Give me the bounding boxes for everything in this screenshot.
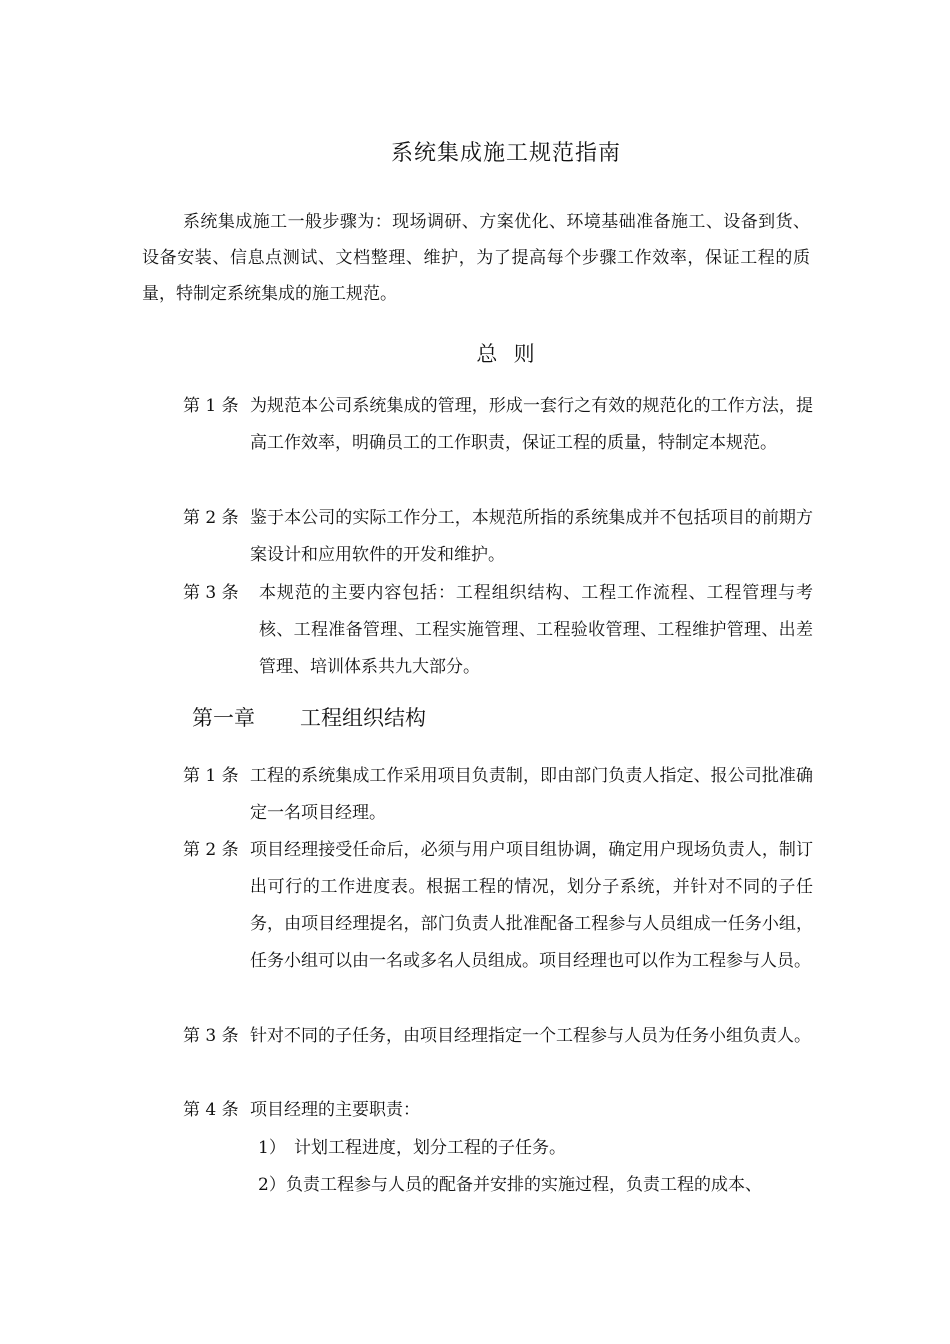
article-text: 项目经理的主要职责： [250, 1100, 420, 1120]
article-label: 第 4 条 [183, 1100, 239, 1120]
article-label: 第 2 条 [183, 508, 239, 528]
article-text: 工程的系统集成工作采用项目负责制，即由部门负责人指定、报公司批准确定一名项目经理。 [250, 766, 813, 823]
chapter1-article-1 [183, 758, 813, 832]
chapter-heading [192, 702, 426, 732]
duty-item-2 [258, 1167, 813, 1204]
article-label: 第 3 条 [183, 1026, 239, 1046]
article-text: 鉴于本公司的实际工作分工，本规范所指的系统集成并不包括项目的前期方案设计和应用软件的开发和维护。 [250, 508, 813, 565]
article-label: 第 3 条 [183, 583, 239, 603]
duty-number: 1） [258, 1138, 286, 1158]
article-label: 第 2 条 [183, 840, 239, 860]
article-text: 项目经理接受任命后，必须与用户项目组协调，确定用户现场负责人，制订出可行的工作进度表。根据工程的情况，划分子系统，并针对不同的子任务，由项目经理提名，部门负责人批准配备工程参与人员组成一任务小组，任务小组可以由一名或多名人员组成。项目经理也可以作为工程参与人员。 [250, 840, 813, 971]
duty-text: 负责工程参与人员的配备并安排的实施过程，负责工程的成本、 [286, 1175, 762, 1195]
chapter-title: 工程组织结构 [300, 706, 426, 730]
article-text: 为规范本公司系统集成的管理，形成一套行之有效的规范化的工作方法，提高工作效率，明确员工的工作职责，保证工程的质量，特制定本规范。 [250, 396, 813, 453]
chapter1-article-4 [183, 1092, 813, 1129]
general-article-1 [183, 388, 813, 462]
chapter1-article-3 [183, 1018, 813, 1055]
duty-item-1 [258, 1130, 813, 1167]
document-title: 系统集成施工规范指南 [390, 141, 621, 166]
duty-number: 2） [258, 1175, 286, 1195]
duty-text: 计划工程进度，划分工程的子任务。 [294, 1138, 566, 1158]
general-section-title: 总 则 [476, 342, 536, 366]
chapter-number: 第一章 [192, 706, 255, 730]
intro-paragraph [142, 204, 810, 312]
chapter1-article-2 [183, 832, 813, 980]
article-label: 第 1 条 [183, 766, 239, 786]
general-article-3 [183, 575, 813, 686]
intro-text: 系统集成施工一般步骤为：现场调研、方案优化、环境基础准备施工、设备到货、设备安装、信息点测试、文档整理、维护，为了提高每个步骤工作效率，保证工程的质量，特制定系统集成的施工规范。 [142, 212, 810, 304]
article-text: 本规范的主要内容包括：工程组织结构、工程工作流程、工程管理与考核、工程准备管理、工程实施管理、工程验收管理、工程维护管理、出差管理、培训体系共九大部分。 [259, 583, 813, 677]
article-text: 针对不同的子任务，由项目经理指定一个工程参与人员为任务小组负责人。 [250, 1026, 811, 1046]
article-label: 第 1 条 [183, 396, 239, 416]
general-article-2 [183, 500, 813, 574]
